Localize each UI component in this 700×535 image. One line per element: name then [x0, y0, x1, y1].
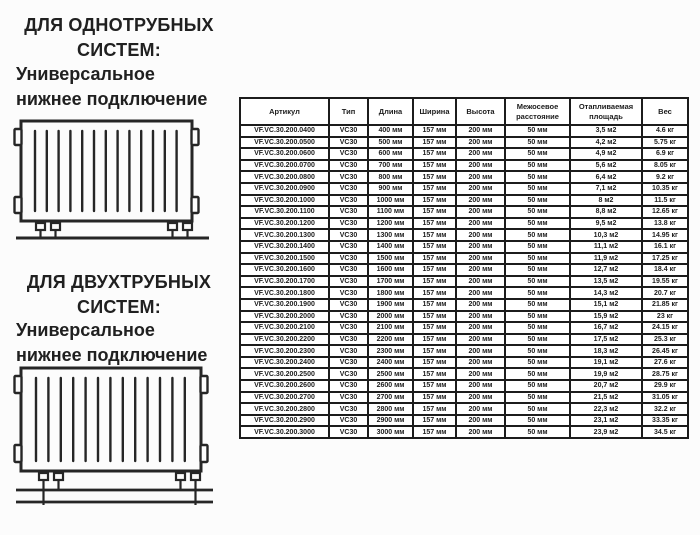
table-cell: 200 мм [456, 183, 505, 195]
table-cell: VC30 [329, 426, 368, 438]
table-row [240, 403, 688, 415]
table-row [240, 206, 688, 218]
table-cell: 13,5 м2 [570, 276, 642, 288]
table-cell: 200 мм [456, 160, 505, 172]
table-cell: 200 мм [456, 229, 505, 241]
table-cell: VF.VC.30.200.1800 [240, 287, 329, 299]
table-cell: 1800 мм [368, 287, 413, 299]
table-cell: 17.25 кг [642, 253, 688, 265]
table-cell: 157 мм [413, 241, 456, 253]
table-row [240, 241, 688, 253]
column-header: Артикул [240, 98, 329, 125]
column-header: Межосевое расстояние [505, 98, 570, 125]
table-cell: 2500 мм [368, 368, 413, 380]
table-cell: 2400 мм [368, 357, 413, 369]
table-cell: 200 мм [456, 171, 505, 183]
table-cell: 200 мм [456, 206, 505, 218]
table-cell: 157 мм [413, 392, 456, 404]
radiator-two-pipe-diagram [10, 364, 220, 508]
table-cell: VF.VC.30.200.1600 [240, 264, 329, 276]
table-cell: 26.45 кг [642, 345, 688, 357]
table-cell: 2800 мм [368, 403, 413, 415]
table-row [240, 264, 688, 276]
table-cell: VF.VC.30.200.2100 [240, 322, 329, 334]
table-cell: 50 мм [505, 426, 570, 438]
table-cell: 11,9 м2 [570, 253, 642, 265]
table-cell: 24.15 кг [642, 322, 688, 334]
column-header: Высота [456, 98, 505, 125]
table-cell: 157 мм [413, 334, 456, 346]
subheading-1-line2: нижнее подключение [16, 89, 208, 109]
table-cell: 29.9 кг [642, 380, 688, 392]
table-cell: 50 мм [505, 229, 570, 241]
table-cell: 800 мм [368, 171, 413, 183]
table-cell: 157 мм [413, 311, 456, 323]
table-row [240, 137, 688, 149]
table-cell: 5,6 м2 [570, 160, 642, 172]
table-cell: VC30 [329, 276, 368, 288]
table-cell: 5.75 кг [642, 137, 688, 149]
table-cell: VF.VC.30.200.1000 [240, 195, 329, 207]
table-row [240, 345, 688, 357]
table-cell: VC30 [329, 206, 368, 218]
table-cell: 200 мм [456, 241, 505, 253]
table-row [240, 160, 688, 172]
table-cell: 14,3 м2 [570, 287, 642, 299]
table-cell: 23 кг [642, 311, 688, 323]
table-cell: 19,9 м2 [570, 368, 642, 380]
table-cell: 15,9 м2 [570, 311, 642, 323]
table-cell: 16.1 кг [642, 241, 688, 253]
table-cell: 4.6 кг [642, 125, 688, 137]
radiator-single-pipe-diagram [10, 117, 215, 244]
table-cell: 157 мм [413, 137, 456, 149]
table-cell: VC30 [329, 241, 368, 253]
table-cell: 200 мм [456, 345, 505, 357]
table-cell: 2000 мм [368, 311, 413, 323]
table-cell: 13.8 кг [642, 218, 688, 230]
table-cell: 50 мм [505, 403, 570, 415]
table-cell: VF.VC.30.200.0600 [240, 148, 329, 160]
table-cell: 50 мм [505, 171, 570, 183]
table-cell: 6,4 м2 [570, 171, 642, 183]
table-cell: 50 мм [505, 357, 570, 369]
table-cell: 200 мм [456, 137, 505, 149]
table-cell: 200 мм [456, 311, 505, 323]
table-cell: 11.5 кг [642, 195, 688, 207]
table-cell: 21.85 кг [642, 299, 688, 311]
table-cell: 157 мм [413, 264, 456, 276]
table-cell: 50 мм [505, 345, 570, 357]
table-cell: VC30 [329, 368, 368, 380]
table-row [240, 125, 688, 137]
table-cell: 23,9 м2 [570, 426, 642, 438]
table-cell: 4,9 м2 [570, 148, 642, 160]
table-cell: 15,1 м2 [570, 299, 642, 311]
table-cell: VF.VC.30.200.2400 [240, 357, 329, 369]
table-cell: 50 мм [505, 299, 570, 311]
table-cell: 200 мм [456, 195, 505, 207]
table-cell: 7,1 м2 [570, 183, 642, 195]
table-cell: VC30 [329, 392, 368, 404]
table-cell: 10,3 м2 [570, 229, 642, 241]
table-cell: VF.VC.30.200.1700 [240, 276, 329, 288]
table-cell: 157 мм [413, 195, 456, 207]
table-cell: 19,1 м2 [570, 357, 642, 369]
table-cell: 22,3 м2 [570, 403, 642, 415]
subheading-2-line1: Универсальное [16, 320, 155, 340]
table-cell: 1700 мм [368, 276, 413, 288]
table-cell: 8.05 кг [642, 160, 688, 172]
table-row [240, 183, 688, 195]
table-cell: 50 мм [505, 160, 570, 172]
table-cell: 157 мм [413, 218, 456, 230]
table-cell: VC30 [329, 125, 368, 137]
table-cell: 157 мм [413, 125, 456, 137]
table-cell: 2200 мм [368, 334, 413, 346]
table-cell: 9.2 кг [642, 171, 688, 183]
table-cell: 157 мм [413, 403, 456, 415]
table-cell: 11,1 м2 [570, 241, 642, 253]
table-cell: 16,7 м2 [570, 322, 642, 334]
table-cell: 157 мм [413, 287, 456, 299]
table-cell: VC30 [329, 345, 368, 357]
table-cell: 12.65 кг [642, 206, 688, 218]
table-cell: 8,8 м2 [570, 206, 642, 218]
spec-table-header-row [240, 98, 688, 125]
table-cell: 17,5 м2 [570, 334, 642, 346]
table-row [240, 380, 688, 392]
table-cell: 25.3 кг [642, 334, 688, 346]
table-cell: 200 мм [456, 299, 505, 311]
table-cell: 1600 мм [368, 264, 413, 276]
table-cell: VF.VC.30.200.2000 [240, 311, 329, 323]
heading-one-pipe-systems [12, 13, 226, 63]
table-cell: 50 мм [505, 264, 570, 276]
table-cell: VF.VC.30.200.0700 [240, 160, 329, 172]
table-cell: 9,5 м2 [570, 218, 642, 230]
table-cell: 200 мм [456, 334, 505, 346]
table-row [240, 415, 688, 427]
table-cell: VC30 [329, 148, 368, 160]
table-cell: VC30 [329, 334, 368, 346]
table-cell: 32.2 кг [642, 403, 688, 415]
table-cell: 1200 мм [368, 218, 413, 230]
subheading-1-line1: Универсальное [16, 64, 155, 84]
table-cell: 50 мм [505, 287, 570, 299]
table-cell: 50 мм [505, 322, 570, 334]
table-cell: VF.VC.30.200.2600 [240, 380, 329, 392]
table-cell: 157 мм [413, 415, 456, 427]
table-cell: 157 мм [413, 322, 456, 334]
table-cell: VF.VC.30.200.1100 [240, 206, 329, 218]
table-cell: 50 мм [505, 392, 570, 404]
table-cell: 2300 мм [368, 345, 413, 357]
subheading-universal-bottom-connection-2 [16, 318, 226, 368]
spec-table-body [240, 125, 688, 438]
column-header: Тип [329, 98, 368, 125]
table-cell: 20.7 кг [642, 287, 688, 299]
table-cell: VC30 [329, 137, 368, 149]
table-cell: 200 мм [456, 287, 505, 299]
table-cell: 4,2 м2 [570, 137, 642, 149]
table-cell: 200 мм [456, 322, 505, 334]
table-cell: VF.VC.30.200.0400 [240, 125, 329, 137]
table-row [240, 276, 688, 288]
table-cell: 157 мм [413, 368, 456, 380]
column-header: Вес [642, 98, 688, 125]
table-cell: VF.VC.30.200.2300 [240, 345, 329, 357]
table-cell: 3000 мм [368, 426, 413, 438]
table-cell: VF.VC.30.200.1400 [240, 241, 329, 253]
heading-one-pipe-line2: СИСТЕМ: [77, 40, 161, 60]
table-cell: VF.VC.30.200.0900 [240, 183, 329, 195]
table-cell: 14.95 кг [642, 229, 688, 241]
table-cell: 157 мм [413, 426, 456, 438]
table-cell: 50 мм [505, 368, 570, 380]
table-cell: 50 мм [505, 137, 570, 149]
table-cell: 600 мм [368, 148, 413, 160]
table-cell: 200 мм [456, 148, 505, 160]
table-cell: 10.35 кг [642, 183, 688, 195]
table-cell: 31.05 кг [642, 392, 688, 404]
table-cell: 1100 мм [368, 206, 413, 218]
table-cell: 157 мм [413, 229, 456, 241]
radiator-single-pipe-icon [10, 117, 215, 244]
table-row [240, 253, 688, 265]
table-cell: 157 мм [413, 183, 456, 195]
table-cell: VC30 [329, 229, 368, 241]
table-cell: 200 мм [456, 380, 505, 392]
table-cell: VF.VC.30.200.1200 [240, 218, 329, 230]
table-cell: 200 мм [456, 264, 505, 276]
table-cell: 157 мм [413, 380, 456, 392]
table-cell: VF.VC.30.200.3000 [240, 426, 329, 438]
table-cell: 50 мм [505, 241, 570, 253]
table-cell: 400 мм [368, 125, 413, 137]
table-row [240, 218, 688, 230]
heading-two-pipe-line2: СИСТЕМ: [77, 297, 161, 317]
table-row [240, 322, 688, 334]
table-cell: VF.VC.30.200.2200 [240, 334, 329, 346]
table-cell: 50 мм [505, 380, 570, 392]
spec-table-header [240, 98, 688, 125]
table-row [240, 148, 688, 160]
column-header: Ширина [413, 98, 456, 125]
table-cell: VC30 [329, 357, 368, 369]
table-cell: VC30 [329, 218, 368, 230]
table-cell: 700 мм [368, 160, 413, 172]
table-cell: VF.VC.30.200.1900 [240, 299, 329, 311]
table-cell: VC30 [329, 380, 368, 392]
table-cell: 157 мм [413, 357, 456, 369]
table-cell: 27.6 кг [642, 357, 688, 369]
table-cell: 50 мм [505, 276, 570, 288]
subheading-universal-bottom-connection-1 [16, 62, 226, 112]
table-cell: 200 мм [456, 357, 505, 369]
table-cell: 157 мм [413, 253, 456, 265]
column-header: Длина [368, 98, 413, 125]
table-cell: VC30 [329, 264, 368, 276]
table-cell: 157 мм [413, 148, 456, 160]
table-cell: 1500 мм [368, 253, 413, 265]
table-cell: 200 мм [456, 392, 505, 404]
table-cell: 157 мм [413, 206, 456, 218]
table-cell: VC30 [329, 183, 368, 195]
table-cell: 21,5 м2 [570, 392, 642, 404]
table-cell: 50 мм [505, 195, 570, 207]
table-cell: 2100 мм [368, 322, 413, 334]
table-cell: 157 мм [413, 171, 456, 183]
table-cell: VF.VC.30.200.2700 [240, 392, 329, 404]
table-cell: 6.9 кг [642, 148, 688, 160]
table-cell: 1900 мм [368, 299, 413, 311]
table-cell: 20,7 м2 [570, 380, 642, 392]
table-cell: VC30 [329, 415, 368, 427]
table-cell: 157 мм [413, 299, 456, 311]
table-cell: 1400 мм [368, 241, 413, 253]
table-cell: 50 мм [505, 125, 570, 137]
table-cell: 157 мм [413, 276, 456, 288]
table-cell: 200 мм [456, 218, 505, 230]
table-cell: 28.75 кг [642, 368, 688, 380]
table-cell: VC30 [329, 253, 368, 265]
column-header: Отапливаемая площадь [570, 98, 642, 125]
table-row [240, 229, 688, 241]
table-cell: 157 мм [413, 345, 456, 357]
table-cell: 200 мм [456, 403, 505, 415]
table-cell: 200 мм [456, 426, 505, 438]
table-row [240, 299, 688, 311]
table-cell: VC30 [329, 311, 368, 323]
table-row [240, 171, 688, 183]
table-cell: 1000 мм [368, 195, 413, 207]
radiator-two-pipe-icon [10, 364, 220, 508]
table-row [240, 392, 688, 404]
table-cell: VC30 [329, 171, 368, 183]
table-cell: 8 м2 [570, 195, 642, 207]
table-cell: 50 мм [505, 183, 570, 195]
spec-table [239, 97, 689, 439]
table-cell: VC30 [329, 287, 368, 299]
subheading-2-line2: нижнее подключение [16, 345, 208, 365]
table-cell: 50 мм [505, 206, 570, 218]
table-row [240, 311, 688, 323]
table-cell: 50 мм [505, 148, 570, 160]
table-cell: 50 мм [505, 311, 570, 323]
table-cell: 200 мм [456, 125, 505, 137]
heading-one-pipe-line1: ДЛЯ ОДНОТРУБНЫХ [24, 15, 214, 35]
table-cell: VC30 [329, 403, 368, 415]
table-cell: 2700 мм [368, 392, 413, 404]
table-cell: VF.VC.30.200.1500 [240, 253, 329, 265]
table-cell: VC30 [329, 299, 368, 311]
table-cell: 2900 мм [368, 415, 413, 427]
table-cell: 200 мм [456, 253, 505, 265]
table-cell: 157 мм [413, 160, 456, 172]
table-cell: 50 мм [505, 218, 570, 230]
table-cell: VC30 [329, 322, 368, 334]
table-cell: VF.VC.30.200.2500 [240, 368, 329, 380]
table-cell: 33.35 кг [642, 415, 688, 427]
table-cell: 50 мм [505, 415, 570, 427]
table-cell: 19.55 кг [642, 276, 688, 288]
table-cell: VF.VC.30.200.2900 [240, 415, 329, 427]
table-cell: 18.4 кг [642, 264, 688, 276]
table-cell: 1300 мм [368, 229, 413, 241]
table-row [240, 287, 688, 299]
table-cell: VC30 [329, 195, 368, 207]
table-row [240, 195, 688, 207]
table-cell: 200 мм [456, 368, 505, 380]
heading-two-pipe-line1: ДЛЯ ДВУХТРУБНЫХ [26, 272, 212, 292]
table-cell: 34.5 кг [642, 426, 688, 438]
table-cell: 200 мм [456, 276, 505, 288]
table-cell: 900 мм [368, 183, 413, 195]
table-row [240, 357, 688, 369]
table-cell: 50 мм [505, 334, 570, 346]
table-cell: VF.VC.30.200.1300 [240, 229, 329, 241]
table-cell: 2600 мм [368, 380, 413, 392]
table-cell: VF.VC.30.200.2800 [240, 403, 329, 415]
table-cell: 23,1 м2 [570, 415, 642, 427]
table-cell: VF.VC.30.200.0800 [240, 171, 329, 183]
table-cell: 12,7 м2 [570, 264, 642, 276]
table-row [240, 334, 688, 346]
table-row [240, 368, 688, 380]
table-cell: 50 мм [505, 253, 570, 265]
table-cell: 18,3 м2 [570, 345, 642, 357]
table-cell: 3,5 м2 [570, 125, 642, 137]
table-cell: VC30 [329, 160, 368, 172]
heading-two-pipe-systems [12, 270, 226, 320]
table-cell: 200 мм [456, 415, 505, 427]
table-cell: VF.VC.30.200.0500 [240, 137, 329, 149]
table-cell: 500 мм [368, 137, 413, 149]
table-row [240, 426, 688, 438]
